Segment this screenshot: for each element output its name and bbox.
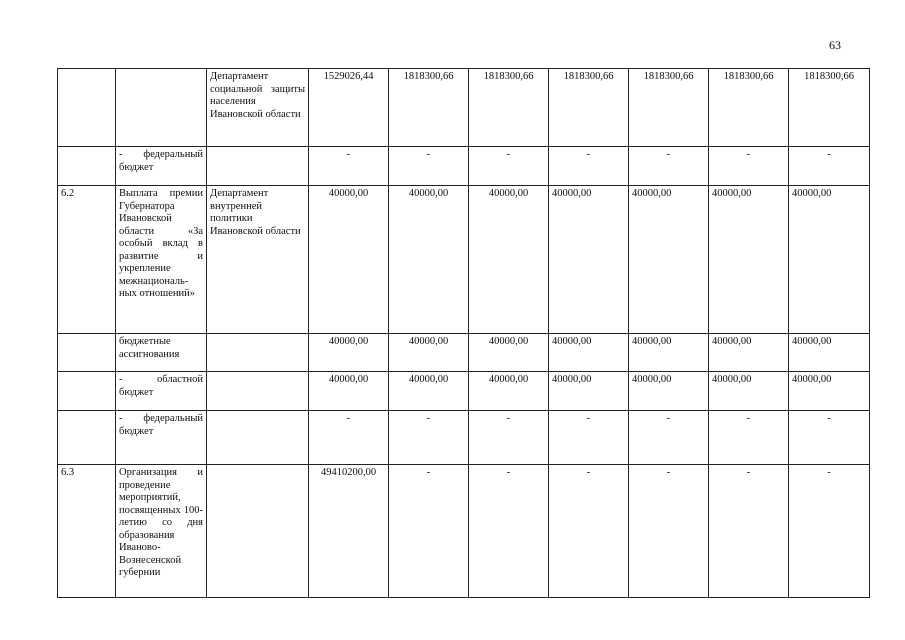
department-cell: Департамент социальной защиты населения Ивановской области [207,69,309,147]
value-cell: 40000,00 [469,334,549,372]
value-cell: 1818300,66 [789,69,870,147]
value-cell: 1818300,66 [389,69,469,147]
row-name-cell: - областной бюджет [116,372,207,411]
value-cell: - [549,147,629,186]
value-cell: - [549,411,629,465]
page-number: 63 [829,38,841,52]
value-cell: 40000,00 [469,372,549,411]
table-row [58,372,870,411]
value-cell: 40000,00 [549,334,629,372]
value-cell: - [709,465,789,598]
row-name-cell: Организация и проведение мероприятий, посвященных 100-летию со дня образования Иваново-Вознесенской губернии [116,465,207,598]
row-name-cell: - федеральный бюджет [116,411,207,465]
row-name-cell: бюджетные ассигнования [116,334,207,372]
value-cell: 40000,00 [469,186,549,334]
value-cell: - [469,465,549,598]
value-cell: 49410200,00 [309,465,389,598]
value-cell: - [389,411,469,465]
value-cell: 40000,00 [709,186,789,334]
table-row [58,334,870,372]
department-cell [207,147,309,186]
value-cell: - [629,147,709,186]
department-cell [207,372,309,411]
row-number-cell [58,372,116,411]
value-cell: - [389,465,469,598]
row-number-cell [58,69,116,147]
value-cell: 40000,00 [629,372,709,411]
row-name-cell: - федеральный бюджет [116,147,207,186]
value-cell: 40000,00 [549,186,629,334]
value-cell: 40000,00 [309,186,389,334]
row-number-cell: 6.3 [58,465,116,598]
value-cell: 40000,00 [789,372,870,411]
value-cell: - [309,147,389,186]
value-cell: 40000,00 [789,334,870,372]
budget-table [57,68,870,598]
value-cell: 40000,00 [309,372,389,411]
row-name-cell [116,69,207,147]
value-cell: 40000,00 [709,372,789,411]
value-cell: - [549,465,629,598]
department-cell: Департамент внутренней политики Ивановской области [207,186,309,334]
table-row [58,411,870,465]
row-number-cell: 6.2 [58,186,116,334]
value-cell: - [389,147,469,186]
row-number-cell [58,411,116,465]
value-cell: 40000,00 [389,372,469,411]
table-row [58,147,870,186]
department-cell [207,465,309,598]
value-cell: 1818300,66 [549,69,629,147]
value-cell: 1818300,66 [629,69,709,147]
row-number-cell [58,147,116,186]
value-cell: - [469,411,549,465]
row-number-cell [58,334,116,372]
table-row [58,69,870,147]
table-row [58,186,870,334]
value-cell: 40000,00 [309,334,389,372]
department-cell [207,334,309,372]
department-cell [207,411,309,465]
value-cell: 40000,00 [389,186,469,334]
table-row [58,465,870,598]
value-cell: - [709,411,789,465]
value-cell: 1818300,66 [469,69,549,147]
row-name-cell: Выплата премии Губернатора Ивановской области «За особый вклад в развитие и укрепление межнациональ-ных отношений» [116,186,207,334]
value-cell: 1818300,66 [709,69,789,147]
value-cell: 40000,00 [789,186,870,334]
value-cell: 40000,00 [389,334,469,372]
value-cell: - [629,465,709,598]
value-cell: 40000,00 [629,334,709,372]
value-cell: 1529026,44 [309,69,389,147]
value-cell: - [629,411,709,465]
value-cell: - [789,465,870,598]
value-cell: 40000,00 [709,334,789,372]
value-cell: 40000,00 [629,186,709,334]
value-cell: - [309,411,389,465]
value-cell: 40000,00 [549,372,629,411]
value-cell: - [469,147,549,186]
value-cell: - [789,147,870,186]
value-cell: - [709,147,789,186]
value-cell: - [789,411,870,465]
